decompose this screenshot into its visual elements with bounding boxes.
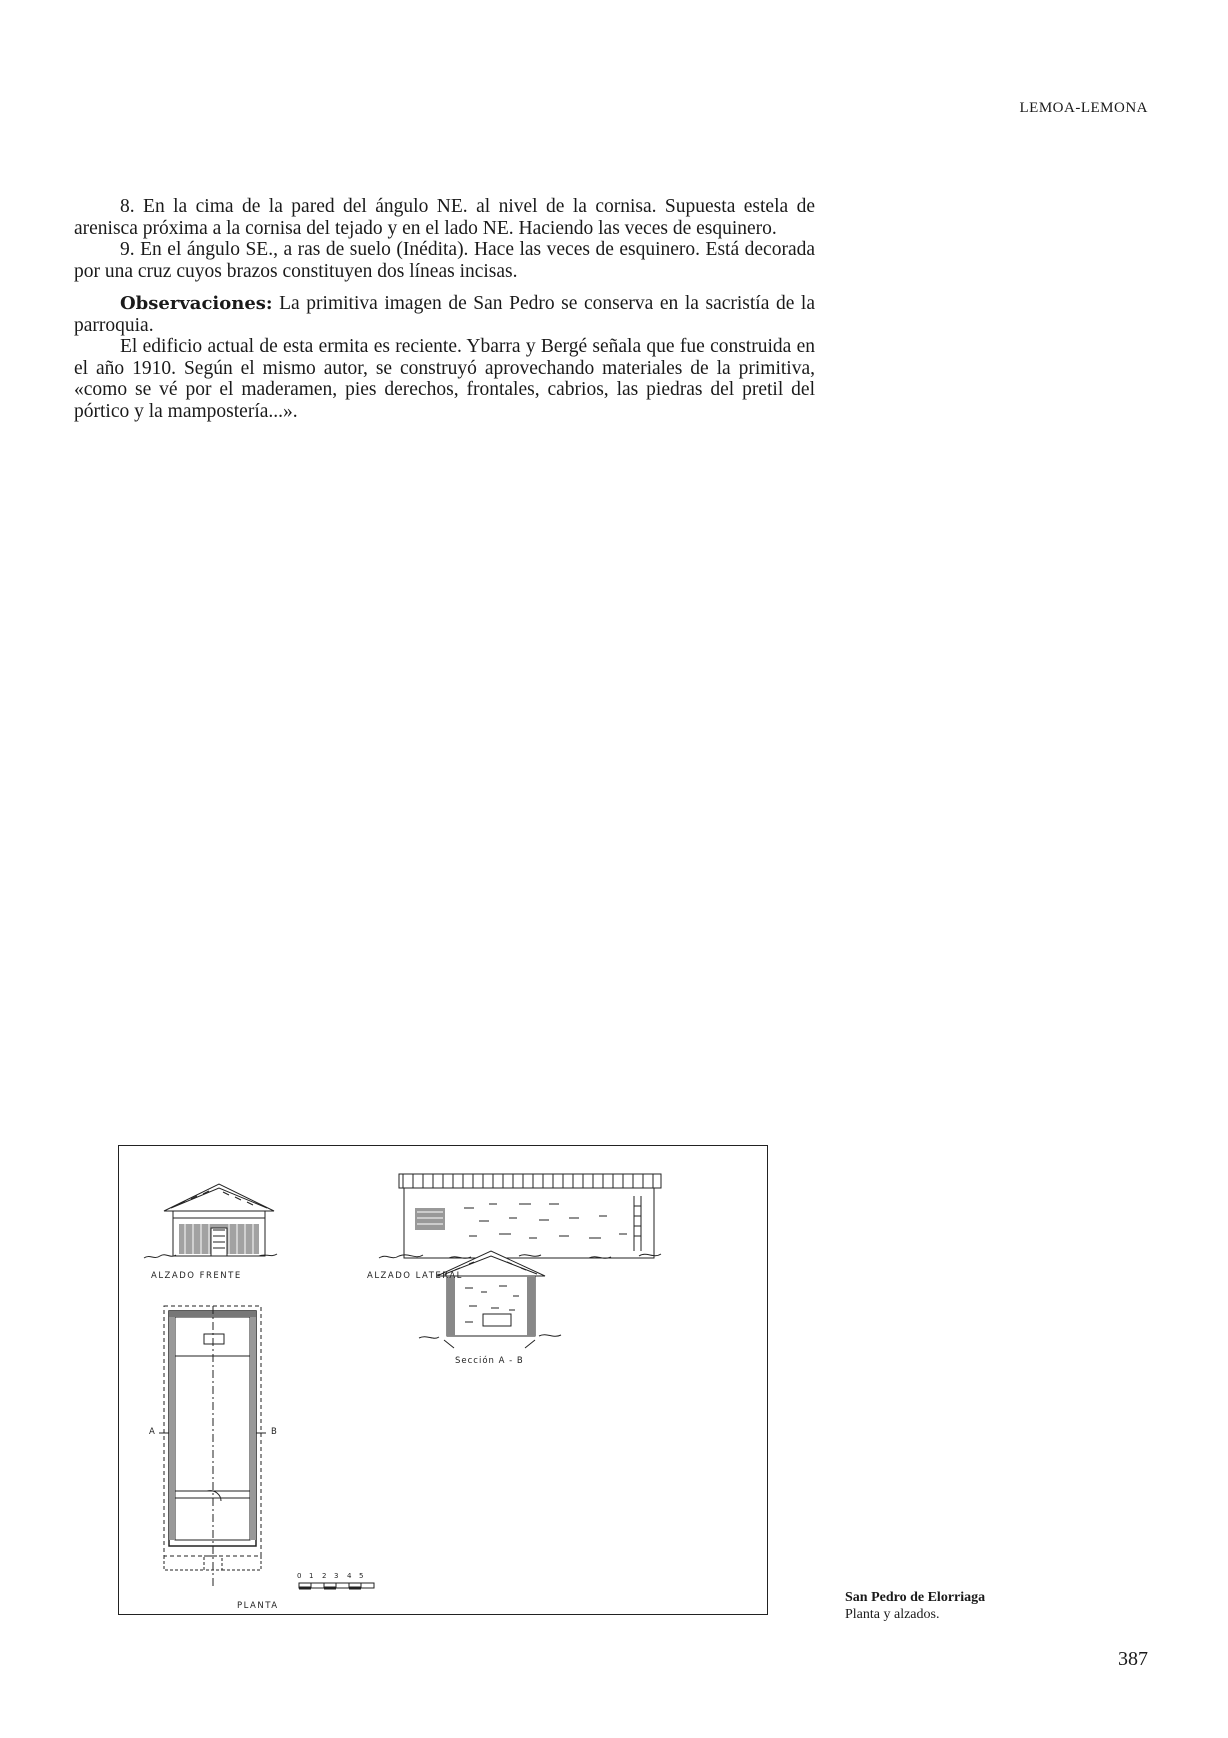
- figure-caption: [845, 1589, 985, 1623]
- scale-bar-drawing: [299, 1583, 374, 1588]
- paragraph-8: 8. En la cima de la pared del ángulo NE. al nivel de la cornisa. Supuesta estela de arenisca próxima a la cornisa del tejado y en el lado NE. Haciendo las veces de esquinero.: [74, 196, 815, 239]
- scale-tick-0: 0: [297, 1572, 302, 1580]
- scale-tick-3: 3: [334, 1572, 339, 1580]
- observaciones-text: La primitiva imagen de San Pedro se conserva en la sacristía de la parroquia.: [74, 293, 815, 336]
- scale-tick-5: 5: [359, 1572, 364, 1580]
- alzado-frente-drawing: [144, 1184, 277, 1258]
- paragraph-9: 9. En el ángulo SE., a ras de suelo (Inédita). Hace las veces de esquinero. Está decorada por una cruz cuyos brazos constituyen dos líneas incisas.: [74, 239, 815, 282]
- scale-tick-2: 2: [322, 1572, 327, 1580]
- paragraph-observaciones: [74, 293, 815, 336]
- label-seccion: Sección A - B: [455, 1356, 524, 1366]
- seccion-drawing: [419, 1251, 561, 1348]
- scale-tick-4: 4: [347, 1572, 352, 1580]
- caption-title: San Pedro de Elorriaga: [845, 1590, 986, 1605]
- page-number: 387: [1118, 1648, 1148, 1670]
- label-alzado-lateral: ALZADO LATERAL: [367, 1271, 463, 1281]
- caption-subtitle: Planta y alzados.: [845, 1607, 940, 1622]
- scale-tick-1: 1: [309, 1572, 314, 1580]
- observaciones-label: Observaciones:: [120, 293, 273, 314]
- architectural-figure: [118, 1145, 768, 1615]
- label-alzado-frente: ALZADO FRENTE: [151, 1271, 242, 1281]
- running-head: LEMOA-LEMONA: [1019, 100, 1148, 116]
- label-planta: PLANTA: [237, 1601, 279, 1611]
- architectural-drawings: [119, 1146, 769, 1616]
- alzado-lateral-drawing: [379, 1174, 661, 1258]
- label-a: A: [149, 1427, 157, 1437]
- planta-drawing: [159, 1306, 266, 1589]
- body-text: [74, 196, 815, 422]
- label-b: B: [271, 1427, 279, 1437]
- paragraph-edificio: El edificio actual de esta ermita es reciente. Ybarra y Bergé señala que fue construida en el año 1910. Según el mismo autor, se construyó aprovechando materiales de la primitiva, «como se vé por el maderamen, pies derechos, frontales, cabrios, las piedras del pretil del pórtico y la mampostería...».: [74, 336, 815, 422]
